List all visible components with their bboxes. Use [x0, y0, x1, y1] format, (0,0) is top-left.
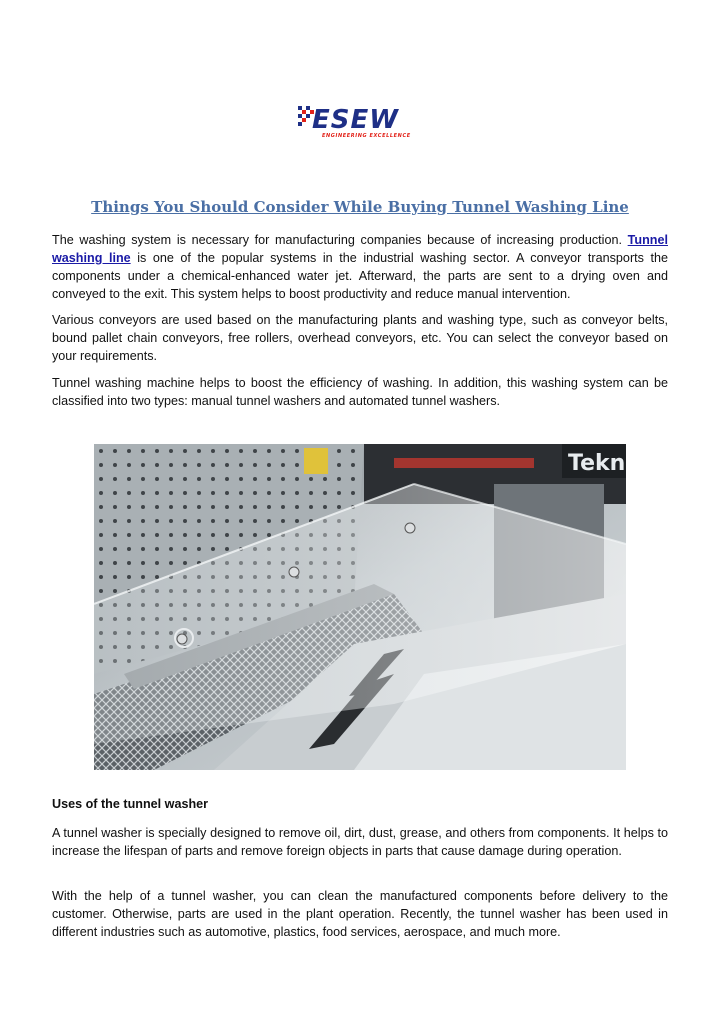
esew-logo [298, 104, 422, 144]
efficiency-paragraph: Tunnel washing machine helps to boost the efficiency of washing. In addition, this washing system can be classified into two types: manual tunnel washers and automated tunnel washers. [52, 376, 668, 408]
photo-overlay-text: Tekn [568, 451, 626, 476]
intro-paragraph [52, 231, 668, 303]
logo-tagline: ENGINEERING EXCELLENCE [322, 133, 411, 139]
conveyors-paragraph: Various conveyors are used based on the manufacturing plants and washing type, such as conveyor belts, bound pallet chain conveyors, free rollers, overhead conveyors, etc. You can select the conveyor based on your requirements. [52, 313, 668, 363]
logo-wordmark: ESEW [312, 105, 399, 135]
section-heading: Uses of the tunnel washer [52, 797, 209, 811]
intro-text-after: is one of the popular systems in the industrial washing sector. A conveyor transports the components under a chemical-enhanced water jet. Afterward, the parts are sent to a drying oven and conveyed to the exit. This system helps to boost productivity and reduce manual intervention. [52, 251, 668, 301]
intro-text-before: The washing system is necessary for manufacturing companies because of increasing production. [52, 233, 628, 247]
tunnel-washing-line-link[interactable]: Tunnel washing line [52, 233, 668, 265]
uses-paragraph-2: With the help of a tunnel washer, you can clean the manufactured components before delivery to the customer. Otherwise, parts are used in the plant operation. Recently, the tunnel washer has been used in different industries such as automotive, plastics, food services, aerospace, and much more. [52, 889, 668, 939]
tunnel-washer-photo [94, 444, 626, 770]
article-title: Things You Should Consider While Buying Tunnel Washing Line [91, 198, 629, 216]
uses-paragraph-1: A tunnel washer is specially designed to remove oil, dirt, dust, grease, and others from components. It helps to increase the lifespan of parts and remove foreign objects in parts that cause damage during operation. [52, 826, 668, 858]
